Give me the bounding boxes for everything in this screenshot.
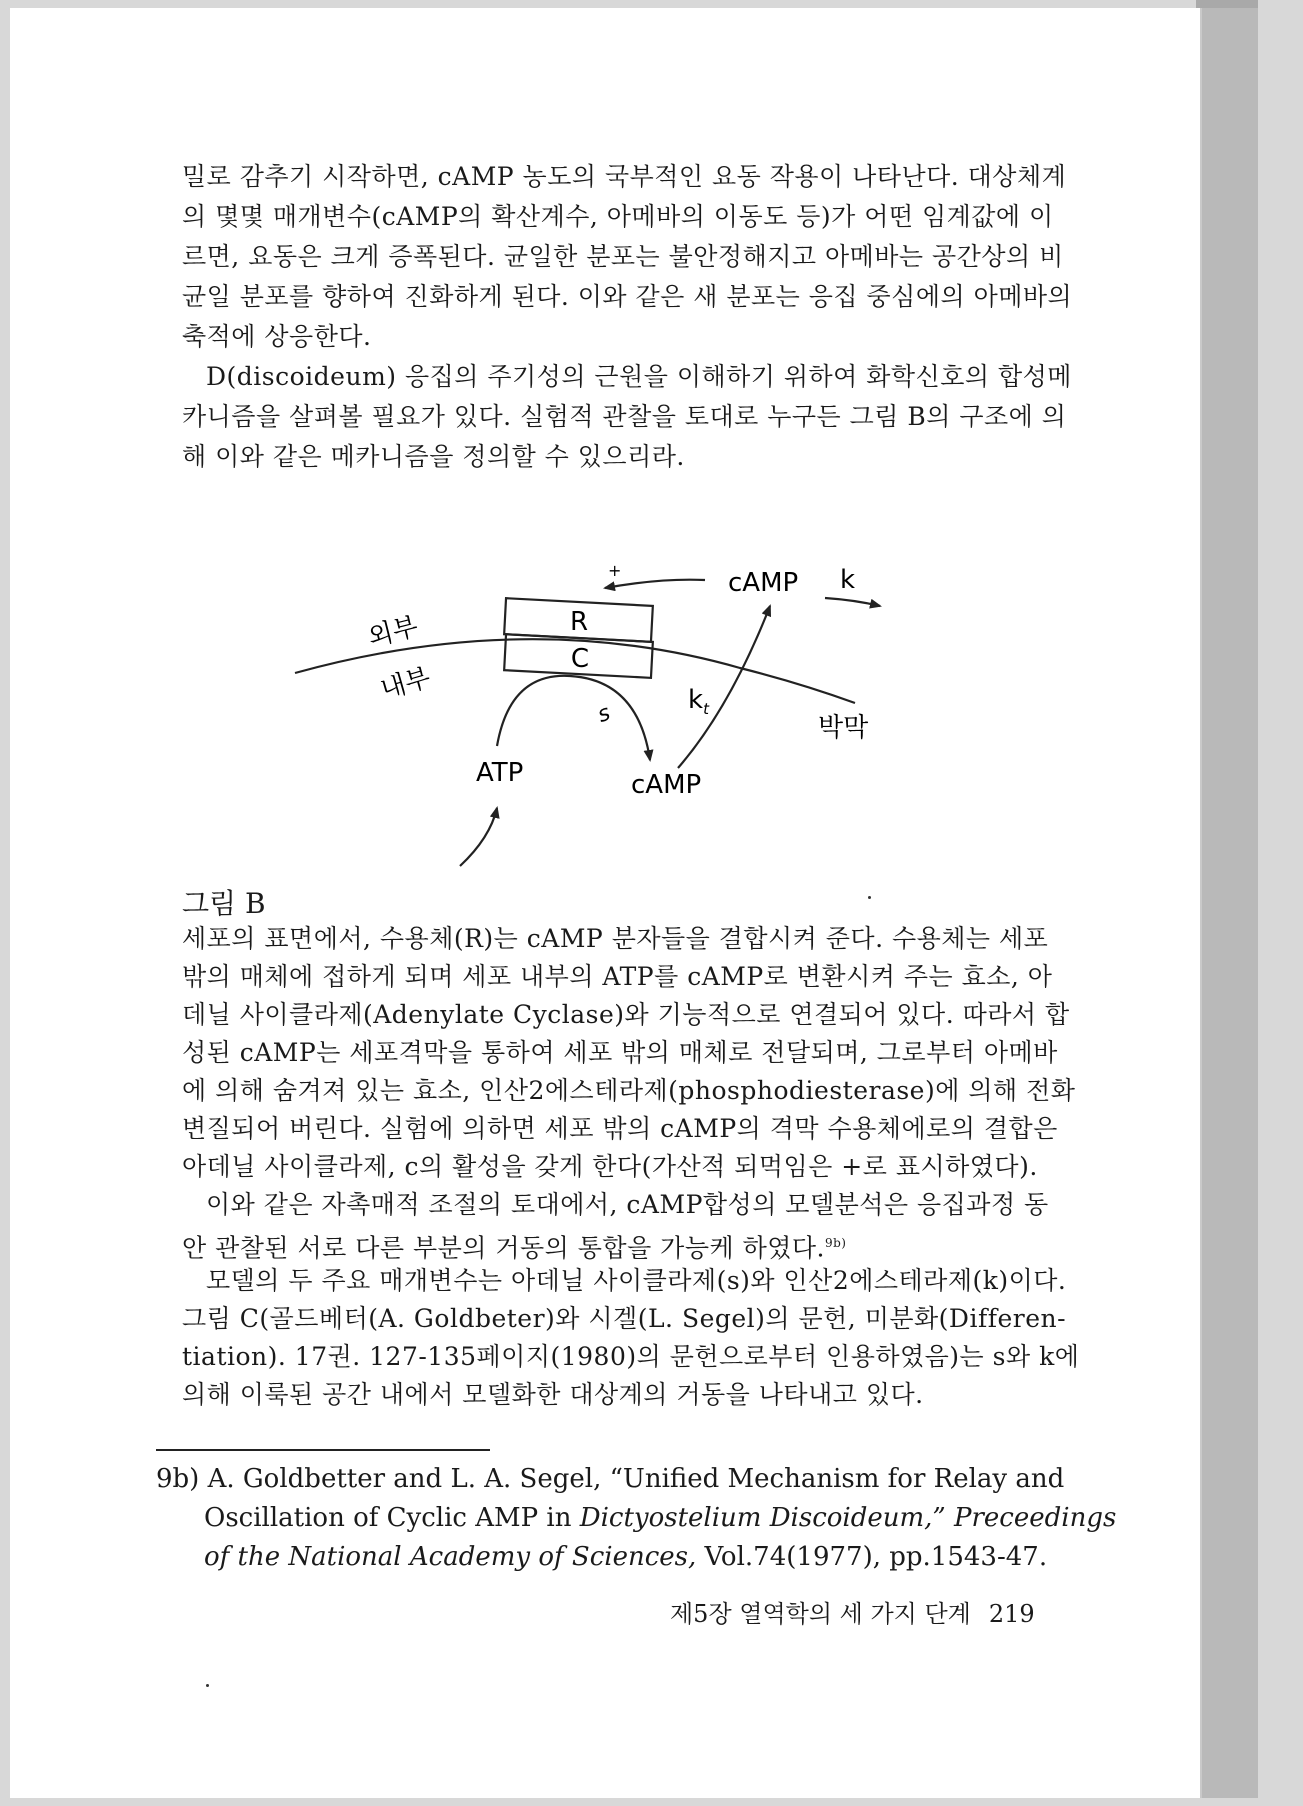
body-line-text: 안 관찰된 서로 다른 부분의 거동의 통합을 가능케 하였다. [182,1233,825,1263]
footnote-line [204,1538,1047,1576]
ink-speck [868,896,871,899]
footnote-line [156,1460,1064,1498]
body-line: 카니즘을 살펴볼 필요가 있다. 실험적 관찰을 토대로 누구든 그림 B의 구조에 의 [182,402,1067,431]
atp-label: ATP [476,758,524,788]
s-label: s [594,700,614,728]
body-line: 의 몇몇 매개변수(cAMP의 확산계수, 아메바의 이동도 등)가 어떤 임계값에 이 [182,202,1054,231]
body-line: 세포의 표면에서, 수용체(R)는 cAMP 분자들을 결합시켜 준다. 수용체는 세포 [182,924,1049,953]
body-line: 에 의해 숨겨져 있는 효소, 인산2에스테라제(phosphodiesterase)에 의해 전화 [182,1076,1076,1105]
body-line: 그림 C(골드베터(A. Goldbeter)와 시겔(L. Segel)의 문헌, 미분화(Differen- [182,1304,1067,1333]
footnote-italic: Dictyostelium Discoideum,” Preceedings [579,1503,1117,1533]
atp-input-arrow [460,808,497,866]
book-page [10,8,1200,1798]
receptor-label: R [569,607,589,637]
body-line: 이와 같은 자촉매적 조절의 토대에서, cAMP합성의 모델분석은 응집과정 동 [206,1190,1049,1219]
footnote-marker: 9b) [156,1464,200,1494]
figure-caption: 그림 B [182,887,266,920]
body-line: tiation). 17권. 127-135페이지(1980)의 문헌으로부터 인용하였음)는 s와 k에 [182,1342,1080,1371]
camp-inside-label: cAMP [631,770,702,800]
footnote-rule [156,1449,490,1451]
body-line: 해 이와 같은 메카니즘을 정의할 수 있으리라. [182,442,685,471]
body-line: 르면, 요동은 크게 증폭된다. 균일한 분포는 불안정해지고 아메바는 공간상의 비 [182,242,1064,271]
body-line: 밀로 감추기 시작하면, cAMP 농도의 국부적인 요동 작용이 나타난다. 대상체계 [182,162,1067,191]
body-line: 균일 분포를 향하여 진화하게 된다. 이와 같은 새 분포는 응집 중심에의 아메바의 [182,282,1073,311]
k-label: k [840,565,856,595]
body-line: 변질되어 버린다. 실험에 의하면 세포 밖의 cAMP의 격막 수용체에로의 결합은 [182,1114,1058,1143]
footnote-ref: 9b) [824,1236,847,1250]
degradation-arrow [825,598,880,606]
body-line: 아데닐 사이클라제, c의 활성을 갖게 한다(가산적 되먹임은 +로 표시하였다). [182,1152,1038,1181]
kt-label: $k_t$ [688,685,709,718]
page-text [10,8,1200,1798]
feedback-arrow [605,580,705,588]
body-line: 축적에 상응한다. [182,322,372,351]
running-footer [670,1594,1035,1629]
book-edge [1196,8,1258,1798]
body-line: 의해 이룩된 공간 내에서 모델화한 대상계의 거동을 나타내고 있다. [182,1380,924,1409]
inside-label: 내부 [377,662,434,706]
figure-b-diagram [10,8,1200,888]
body-line: 데닐 사이클라제(Adenylate Cyclase)와 기능적으로 연결되어 있다. 따라서 합 [182,1000,1070,1029]
chapter-title: 제5장 열역학의 세 가지 단계 [670,1600,971,1628]
body-line: 모델의 두 주요 매개변수는 아데닐 사이클라제(s)와 인산2에스테라제(k)이다. [206,1266,1067,1295]
feedback-plus: + [608,561,622,580]
body-line: 밖의 매체에 접하게 되며 세포 내부의 ATP를 cAMP로 변환시켜 주는 효소, 아 [182,962,1053,991]
membrane-label: 박막 [818,713,869,743]
body-line [182,1224,1044,1267]
footnote-line [204,1499,1116,1537]
footnote-italic: of the National Academy of Sciences, [204,1542,697,1572]
outside-label: 외부 [365,611,422,653]
footnote-text: A. Goldbetter and L. A. Segel, “Unified Mechanism for Relay and [207,1464,1065,1494]
cyclase-label: C [570,644,590,674]
ink-speck [206,1684,209,1687]
camp-outside-label: cAMP [728,568,799,598]
footnote-text: Vol.74(1977), pp.1543-47. [696,1542,1048,1572]
body-line: 성된 cAMP는 세포격막을 통하여 세포 밖의 매체로 전달되며, 그로부터 아메바 [182,1038,1058,1067]
synthesis-arc [497,676,650,760]
footnote-text: Oscillation of Cyclic AMP in [204,1503,580,1533]
body-line: D(discoideum) 응집의 주기성의 근원을 이해하기 위하여 화학신호의 합성메 [206,362,1072,391]
page-number: 219 [988,1600,1035,1628]
